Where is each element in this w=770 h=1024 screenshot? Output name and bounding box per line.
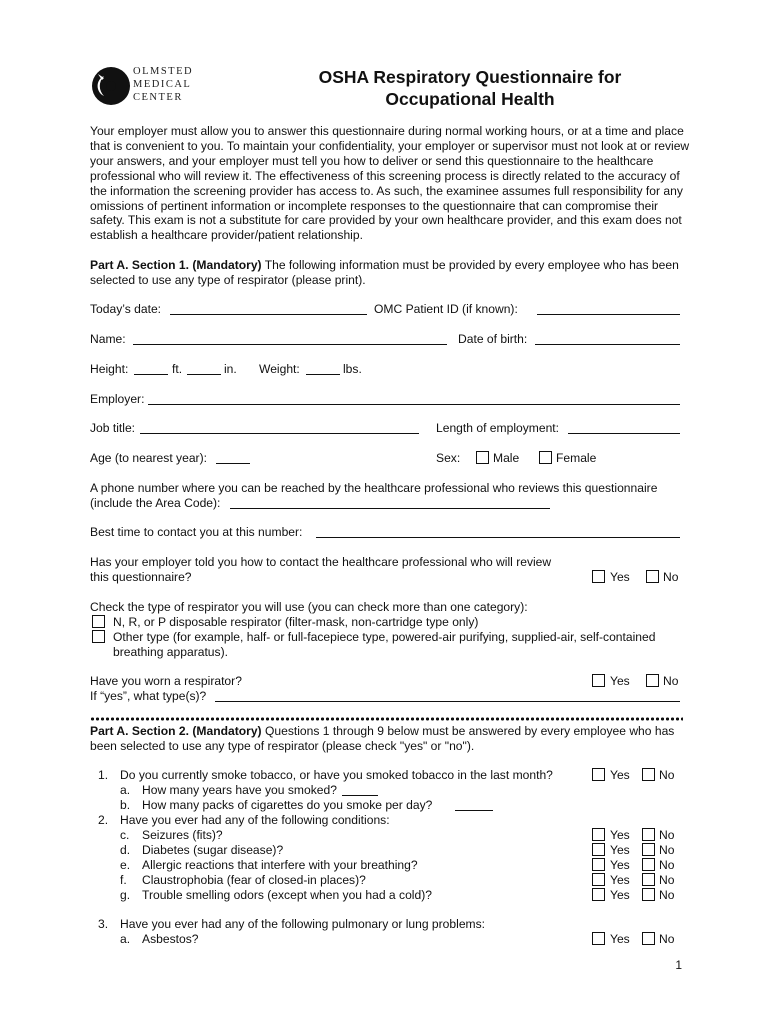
resp-other-label: Other type (for example, half- or full-facepiece type, powered-air purifying, supplied-air, self-contained bbox=[113, 630, 656, 644]
weight-field[interactable] bbox=[306, 374, 340, 375]
yes-label: Yes bbox=[610, 570, 630, 584]
patient-id-label: OMC Patient ID (if known): bbox=[374, 302, 518, 316]
no-label: No bbox=[659, 873, 675, 887]
yes-label: Yes bbox=[610, 674, 630, 688]
yes-label: Yes bbox=[610, 828, 630, 842]
q2e-yes-checkbox[interactable] bbox=[592, 858, 605, 871]
no-label: No bbox=[663, 570, 679, 584]
q1b-field[interactable] bbox=[455, 810, 493, 811]
no-label: No bbox=[659, 828, 675, 842]
page-number: 1 bbox=[675, 958, 682, 972]
question-text: Have you ever had any of the following conditions: bbox=[120, 813, 390, 827]
sex-label: Sex: bbox=[436, 451, 461, 465]
dob-field[interactable] bbox=[535, 344, 680, 345]
question-text: Have you ever had any of the following pulmonary or lung problems: bbox=[120, 917, 486, 931]
weight-label: Weight: bbox=[259, 362, 300, 376]
question-text: Do you currently smoke tobacco, or have you smoked tobacco in the last month? bbox=[120, 768, 553, 782]
employer-label: Employer: bbox=[90, 392, 145, 406]
told-yes-checkbox[interactable] bbox=[592, 570, 605, 583]
no-label: No bbox=[659, 843, 675, 857]
question-number: 1. bbox=[98, 768, 109, 782]
olmsted-logo bbox=[90, 62, 220, 112]
question-letter: g. bbox=[120, 888, 131, 902]
in-label: in. bbox=[224, 362, 237, 376]
question-text: Allergic reactions that interfere with your breathing? bbox=[142, 858, 418, 872]
resp-other-checkbox[interactable] bbox=[92, 630, 105, 643]
height-label: Height: bbox=[90, 362, 129, 376]
length-employment-field[interactable] bbox=[568, 433, 680, 434]
q2e-no-checkbox[interactable] bbox=[642, 858, 655, 871]
yes-label: Yes bbox=[610, 888, 630, 902]
q1-yes-checkbox[interactable] bbox=[592, 768, 605, 781]
no-label: No bbox=[659, 768, 675, 782]
section-divider bbox=[90, 717, 683, 721]
worn-yes-checkbox[interactable] bbox=[592, 674, 605, 687]
section1-text: selected to use any type of respirator (please print). bbox=[90, 273, 366, 287]
phone-label: A phone number where you can be reached by the healthcare professional who reviews this questionnaire bbox=[90, 481, 658, 495]
told-label-2: this questionnaire? bbox=[90, 570, 192, 584]
phone-field[interactable] bbox=[230, 508, 550, 509]
todays-date-field[interactable] bbox=[170, 314, 367, 315]
q2g-no-checkbox[interactable] bbox=[642, 888, 655, 901]
resp-other-label-2: breathing apparatus). bbox=[113, 645, 228, 659]
q2d-yes-checkbox[interactable] bbox=[592, 843, 605, 856]
question-letter: d. bbox=[120, 843, 131, 857]
name-field[interactable] bbox=[133, 344, 447, 345]
job-title-field[interactable] bbox=[140, 433, 419, 434]
todays-date-label: Today’s date: bbox=[90, 302, 162, 316]
question-letter: f. bbox=[120, 873, 127, 887]
section2-heading-line: Part A. Section 2. (Mandatory) Questions 1 through 9 below must be answered by every employee who has bbox=[90, 724, 675, 738]
yes-label: Yes bbox=[610, 858, 630, 872]
height-in-field[interactable] bbox=[187, 374, 221, 375]
female-checkbox[interactable] bbox=[539, 451, 552, 464]
q2d-no-checkbox[interactable] bbox=[642, 843, 655, 856]
dob-label: Date of birth: bbox=[458, 332, 528, 346]
logo-mark-icon bbox=[90, 62, 132, 110]
question-letter: c. bbox=[120, 828, 130, 842]
worn-type-label: If “yes”, what type(s)? bbox=[90, 689, 207, 703]
question-letter: b. bbox=[120, 798, 131, 812]
age-field[interactable] bbox=[216, 463, 250, 464]
height-ft-field[interactable] bbox=[134, 374, 168, 375]
q3a-yes-checkbox[interactable] bbox=[592, 932, 605, 945]
q1a-field[interactable] bbox=[342, 795, 378, 796]
question-letter: a. bbox=[120, 932, 131, 946]
section1-heading-line: Part A. Section 1. (Mandatory) The following information must be provided by every employee who has been bbox=[90, 258, 679, 272]
question-letter: a. bbox=[120, 783, 131, 797]
yes-label: Yes bbox=[610, 932, 630, 946]
best-time-field[interactable] bbox=[316, 537, 680, 538]
resp-type-label: Check the type of respirator you will use (you can check more than one category): bbox=[90, 600, 528, 614]
no-label: No bbox=[659, 932, 675, 946]
told-no-checkbox[interactable] bbox=[646, 570, 659, 583]
logo-text: OLMSTED MEDICAL CENTER bbox=[133, 66, 194, 103]
intro-paragraph: Your employer must allow you to answer this questionnaire during normal working hours, or at a time and place that is convenient to you. To maintain your confidentiality, your employer or supervisor must not look at or review your answers, and your employer must tell you how to deliver or send this questionnaire to the healthcare professional who will review it. The effectiveness of this screening process is directly related to the accuracy of the information the screening provider has access to. As such, the examinee assumes full responsibility for any omissions of pertinent information or incomplete responses to the questionnaire that can compromise their safety. This exam is not a substitute for care provided by your own healthcare provider, and this exam does not establish a healthcare provider/patient relationship. bbox=[90, 124, 690, 243]
ft-label: ft. bbox=[172, 362, 183, 376]
yes-label: Yes bbox=[610, 768, 630, 782]
question-text: Diabetes (sugar disease)? bbox=[142, 843, 284, 857]
resp-disposable-checkbox[interactable] bbox=[92, 615, 105, 628]
job-title-label: Job title: bbox=[90, 421, 136, 435]
question-number: 3. bbox=[98, 917, 109, 931]
no-label: No bbox=[659, 858, 675, 872]
question-text: How many packs of cigarettes do you smoke per day? bbox=[142, 798, 433, 812]
section2-text: been selected to use any type of respirator (please check "yes" or "no"). bbox=[90, 739, 475, 753]
age-label: Age (to nearest year): bbox=[90, 451, 207, 465]
page-title: OSHA Respiratory Questionnaire for Occupational Health bbox=[318, 67, 622, 109]
worn-no-checkbox[interactable] bbox=[646, 674, 659, 687]
best-time-label: Best time to contact you at this number: bbox=[90, 525, 303, 539]
q1-no-checkbox[interactable] bbox=[642, 768, 655, 781]
yes-label: Yes bbox=[610, 873, 630, 887]
q3a-no-checkbox[interactable] bbox=[642, 932, 655, 945]
yes-label: Yes bbox=[610, 843, 630, 857]
q2f-yes-checkbox[interactable] bbox=[592, 873, 605, 886]
question-text: Claustrophobia (fear of closed-in places)? bbox=[142, 873, 366, 887]
phone-label-2: (include the Area Code): bbox=[90, 496, 221, 510]
q2c-yes-checkbox[interactable] bbox=[592, 828, 605, 841]
q2g-yes-checkbox[interactable] bbox=[592, 888, 605, 901]
resp-disposable-label: N, R, or P disposable respirator (filter-mask, non-cartridge type only) bbox=[113, 615, 479, 629]
question-letter: e. bbox=[120, 858, 131, 872]
question-text: Trouble smelling odors (except when you had a cold)? bbox=[142, 888, 432, 902]
question-text: How many years have you smoked? bbox=[142, 783, 337, 797]
told-label: Has your employer told you how to contact the healthcare professional who will review bbox=[90, 555, 552, 569]
no-label: No bbox=[663, 674, 679, 688]
patient-id-field[interactable] bbox=[537, 314, 680, 315]
worn-label: Have you worn a respirator? bbox=[90, 674, 242, 688]
worn-type-field[interactable] bbox=[215, 701, 680, 702]
male-label: Male bbox=[493, 451, 520, 465]
employer-field[interactable] bbox=[148, 404, 680, 405]
male-checkbox[interactable] bbox=[476, 451, 489, 464]
no-label: No bbox=[659, 888, 675, 902]
question-text: Seizures (fits)? bbox=[142, 828, 223, 842]
length-employment-label: Length of employment: bbox=[436, 421, 560, 435]
name-label: Name: bbox=[90, 332, 126, 346]
female-label: Female bbox=[556, 451, 597, 465]
q2c-no-checkbox[interactable] bbox=[642, 828, 655, 841]
lbs-label: lbs. bbox=[343, 362, 362, 376]
question-text: Asbestos? bbox=[142, 932, 199, 946]
q2f-no-checkbox[interactable] bbox=[642, 873, 655, 886]
question-number: 2. bbox=[98, 813, 109, 827]
